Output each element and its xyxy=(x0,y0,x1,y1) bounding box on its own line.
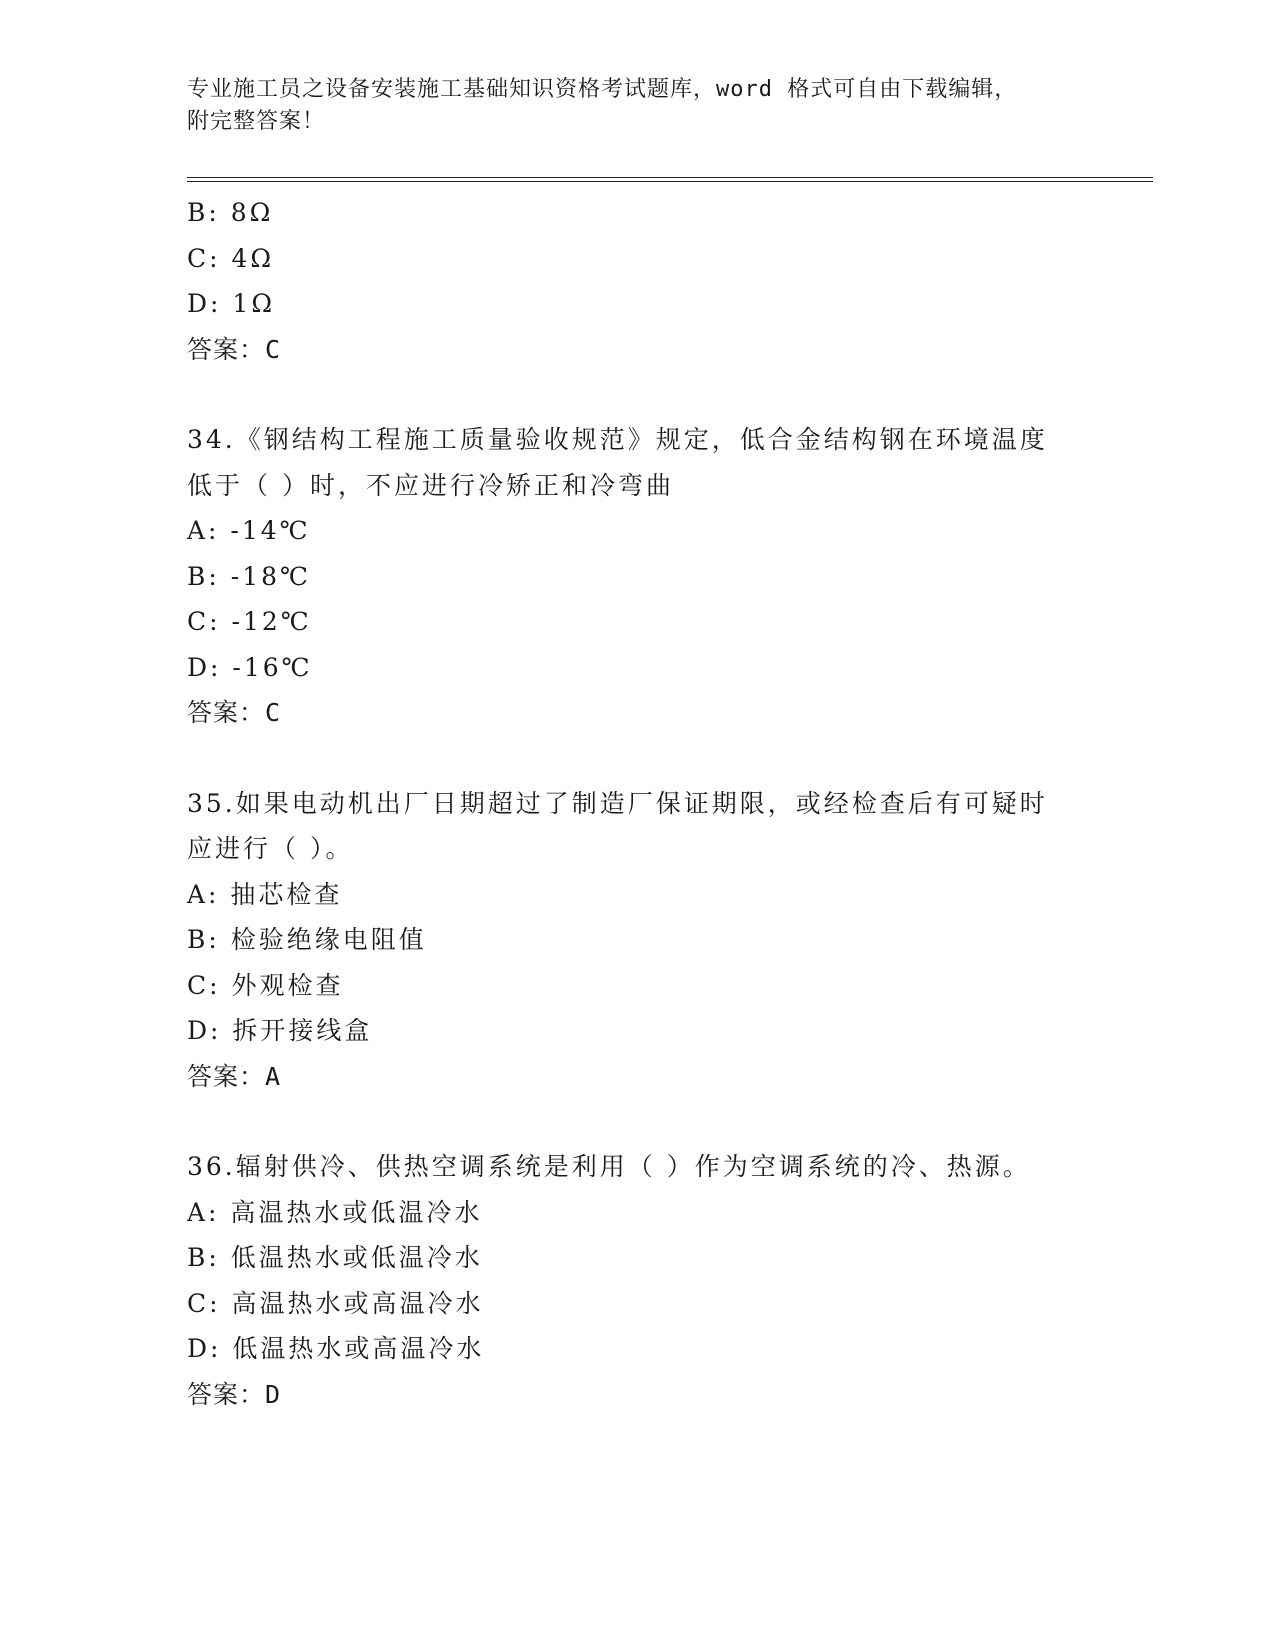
option-d: D: 1Ω xyxy=(187,289,276,318)
option-d: D: 低温热水或高温冷水 xyxy=(187,1334,485,1363)
answer-line: 答案：A xyxy=(187,1061,282,1091)
option-d: D: -16℃ xyxy=(187,652,313,682)
question-stem: 34.《钢结构工程施工质量验收规范》规定，低合金结构钢在环境温度 xyxy=(187,425,1048,454)
question-34 xyxy=(187,417,1087,736)
option-a: A: 高温热水或低温冷水 xyxy=(187,1197,483,1227)
spacer xyxy=(187,736,1087,781)
question-stem: 36.辐射供冷、供热空调系统是利用（ ）作为空调系统的冷、热源。 xyxy=(187,1152,1031,1181)
answer-line: 答案：C xyxy=(187,698,282,727)
question-stem: 低于（ ）时，不应进行冷矫正和冷弯曲 xyxy=(187,470,674,500)
option-b: B: -18℃ xyxy=(187,561,311,591)
question-35 xyxy=(187,781,1087,1100)
header-line-2: 附完整答案！ xyxy=(187,109,326,134)
header-divider-top xyxy=(187,177,1153,178)
option-b: B: 低温热水或低温冷水 xyxy=(187,1243,483,1272)
question-36 xyxy=(187,1144,1087,1417)
option-a: A: 抽芯检查 xyxy=(187,879,343,909)
option-c: C: -12℃ xyxy=(187,607,312,636)
answer-line: 答案：D xyxy=(187,1379,282,1409)
header-line-1: 专业施工员之设备安装施工基础知识资格考试题库，word 格式可自由下载编辑， xyxy=(187,77,1018,102)
option-b: B: 检验绝缘电阻值 xyxy=(187,925,427,954)
option-c: C: 4Ω xyxy=(187,243,275,273)
header-divider-bottom xyxy=(187,181,1153,182)
document-header xyxy=(187,74,1087,138)
option-b: B: 8Ω xyxy=(187,198,274,227)
question-stem: 应进行（ ）。 xyxy=(187,834,354,863)
spacer xyxy=(187,1099,1087,1144)
answer-line: 答案：C xyxy=(187,334,282,364)
option-a: A: -14℃ xyxy=(187,516,311,545)
question-33-continued xyxy=(187,190,1087,372)
option-c: C: 外观检查 xyxy=(187,970,344,1000)
option-d: D: 拆开接线盒 xyxy=(187,1016,373,1045)
option-c: C: 高温热水或高温冷水 xyxy=(187,1288,484,1318)
question-list xyxy=(187,190,1087,1417)
question-stem: 35.如果电动机出厂日期超过了制造厂保证期限，或经检查后有可疑时 xyxy=(187,788,1048,818)
spacer xyxy=(187,372,1087,417)
